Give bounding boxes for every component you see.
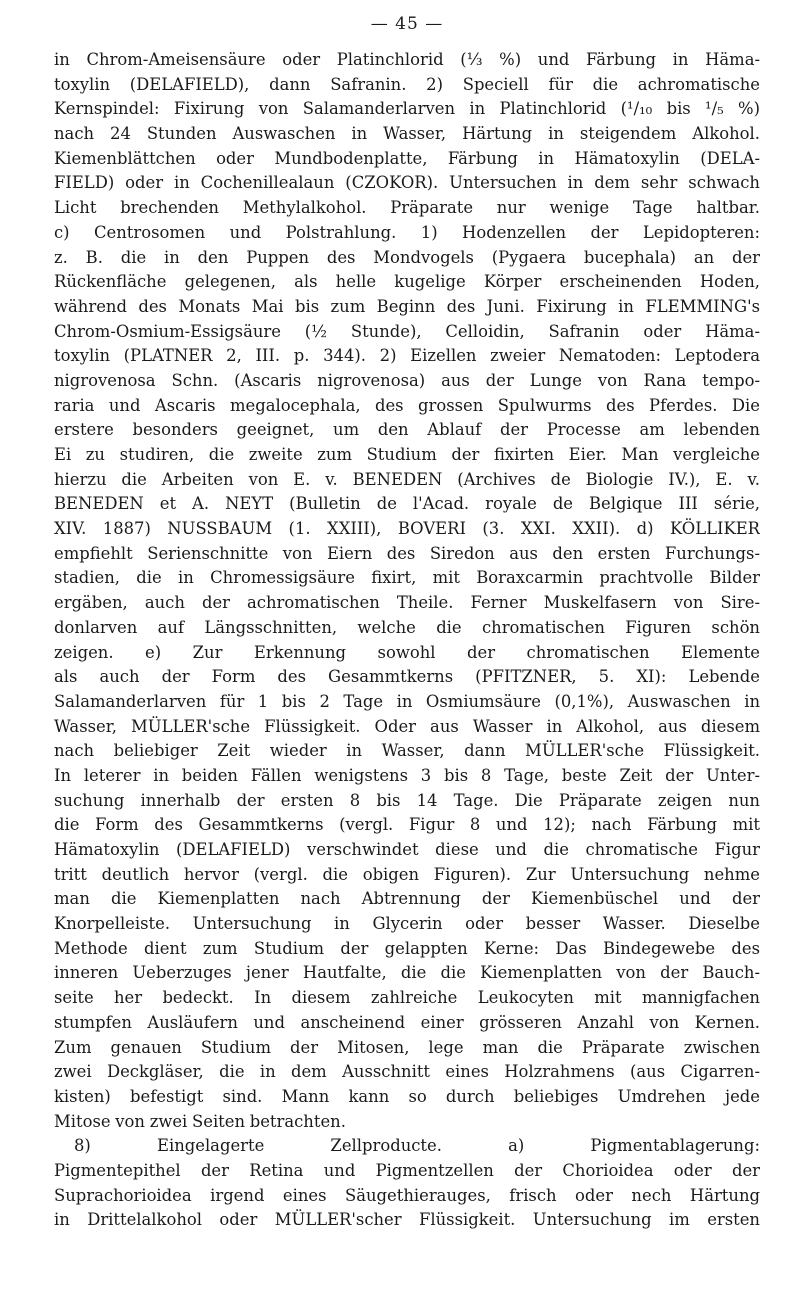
page-number: — 45 —: [370, 14, 444, 34]
text-line: Salamanderlarven für 1 bis 2 Tage in Osmiumsäure (0,1%), Auswaschen in: [54, 691, 760, 711]
text-line: in Chrom-Ameisensäure oder Platinchlorid (⅓ %) und Färbung in Häma-: [54, 50, 760, 69]
text-line: Pigmentepithel der Retina und Pigmentzellen der Chorioidea oder der: [54, 1160, 760, 1180]
text-line: suchung innerhalb der ersten 8 bis 14 Tage. Die Präparate zeigen nun: [54, 790, 760, 810]
text-line: man die Kiemenplatten nach Abtrennung der Kiemenbüschel und der: [54, 889, 760, 909]
text-line: Hämatoxylin (DELAFIELD) verschwindet diese und die chromatische Figur: [54, 840, 760, 859]
text-line: empfiehlt Serienschnitte von Eiern des Siredon aus den ersten Furchungs-: [54, 543, 760, 563]
text-line: stumpfen Ausläufern und anscheinend einer grösseren Anzahl von Kernen.: [54, 1012, 760, 1032]
text-line: c) Centrosomen und Polstrahlung. 1) Hodenzellen der Lepidopteren:: [54, 222, 760, 242]
text-line: stadien, die in Chromessigsäure fixirt, mit Boraxcarmin prachtvolle Bilder: [54, 568, 760, 588]
text-line: seite her bedeckt. In diesem zahlreiche Leukocyten mit mannigfachen: [54, 988, 760, 1008]
text-line: BENEDEN et A. NEYT (Bulletin de l'Acad. royale de Belgique III série,: [54, 494, 760, 514]
text-line: Chrom-Osmium-Essigsäure (½ Stunde), Celloidin, Safranin oder Häma-: [54, 321, 760, 341]
text-line: FIELD) oder in Cochenillealaun (CZOKOR). Untersuchen in dem sehr schwach: [54, 173, 760, 193]
text-line: raria und Ascaris megalocephala, des grossen Spulwurms des Pferdes. Die: [54, 395, 760, 415]
text-line: Zum genauen Studium der Mitosen, lege man die Präparate zwischen: [54, 1037, 760, 1057]
text-line: Kiemenblättchen oder Mundbodenplatte, Färbung in Hämatoxylin (DELA-: [54, 148, 760, 168]
text-line: XIV. 1887) NUSSBAUM (1. XXIII), BOVERI (3. XXI. XXII). d) KÖLLIKER: [54, 519, 760, 539]
text-line: Ei zu studiren, die zweite zum Studium der fixirten Eier. Man vergleiche: [54, 445, 760, 464]
body-text: [54, 48, 760, 1233]
text-line: in Drittelalkohol oder MÜLLER'scher Flüssigkeit. Untersuchung im ersten: [54, 1210, 760, 1230]
text-line: tritt deutlich hervor (vergl. die obigen Figuren). Zur Untersuchung nehme: [54, 864, 760, 884]
text-line: In leterer in beiden Fällen wenigstens 3 bis 8 Tage, beste Zeit der Unter-: [54, 765, 760, 785]
text-line: Licht brechenden Methylalkohol. Präparate nur wenige Tage haltbar.: [54, 198, 760, 218]
text-line: donlarven auf Längsschnitten, welche die chromatischen Figuren schön: [54, 617, 760, 637]
text-line: nigrovenosa Schn. (Ascaris nigrovenosa) aus der Lunge von Rana tempo-: [54, 370, 760, 390]
text-line: als auch der Form des Gesammtkerns (PFITZNER, 5. XI): Lebende: [54, 667, 760, 687]
text-line: toxylin (DELAFIELD), dann Safranin. 2) Speciell für die achromatische: [54, 74, 760, 94]
text-line: toxylin (PLATNER 2, III. p. 344). 2) Eizellen zweier Nematoden: Leptodera: [54, 346, 760, 366]
text-line: zeigen. e) Zur Erkennung sowohl der chromatischen Elemente: [54, 642, 760, 662]
text-line: nach 24 Stunden Auswaschen in Wasser, Härtung in steigendem Alkohol.: [54, 124, 760, 144]
text-line: Wasser, MÜLLER'sche Flüssigkeit. Oder aus Wasser in Alkohol, aus diesem: [54, 716, 760, 736]
text-line: Mitose von zwei Seiten betrachten.: [54, 1111, 346, 1131]
text-line: die Form des Gesammtkerns (vergl. Figur 8 und 12); nach Färbung mit: [54, 815, 760, 835]
text-line: Methode dient zum Studium der gelappten Kerne: Das Bindegewebe des: [54, 938, 760, 958]
text-line: erstere besonders geeignet, um den Ablauf der Processe am lebenden: [54, 420, 760, 440]
text-line: Suprachorioidea irgend eines Säugethierauges, frisch oder nech Härtung: [54, 1185, 760, 1205]
text-line: ergäben, auch der achromatischen Theile. Ferner Muskelfasern von Sire-: [54, 593, 760, 613]
text-line: nach beliebiger Zeit wieder in Wasser, dann MÜLLER'sche Flüssigkeit.: [54, 741, 760, 761]
text-line: inneren Ueberzuges jener Hautfalte, die die Kiemenplatten von der Bauch-: [54, 963, 760, 983]
text-line: kisten) befestigt sind. Mann kann so durch beliebiges Umdrehen jede: [54, 1086, 760, 1106]
text-line: hierzu die Arbeiten von E. v. BENEDEN (Archives de Biologie IV.), E. v.: [54, 469, 760, 489]
text-line: Knorpelleiste. Untersuchung in Glycerin oder besser Wasser. Dieselbe: [54, 914, 760, 934]
text-line: z. B. die in den Puppen des Mondvogels (Pygaera bucephala) an der: [54, 247, 760, 267]
text-line: 8) Eingelagerte Zellproducte. a) Pigmentablagerung:: [74, 1136, 760, 1156]
text-line: zwei Deckgläser, die in dem Ausschnitt eines Holzrahmens (aus Cigarren-: [54, 1062, 760, 1082]
text-line: Kernspindel: Fixirung von Salamanderlarven in Platinchlorid (¹/₁₀ bis ¹/₅ %): [54, 99, 760, 119]
text-line: Rückenfläche gelegenen, als helle kugelige Körper erscheinenden Hoden,: [54, 272, 760, 292]
text-line: während des Monats Mai bis zum Beginn des Juni. Fixirung in FLEMMING's: [54, 296, 760, 316]
